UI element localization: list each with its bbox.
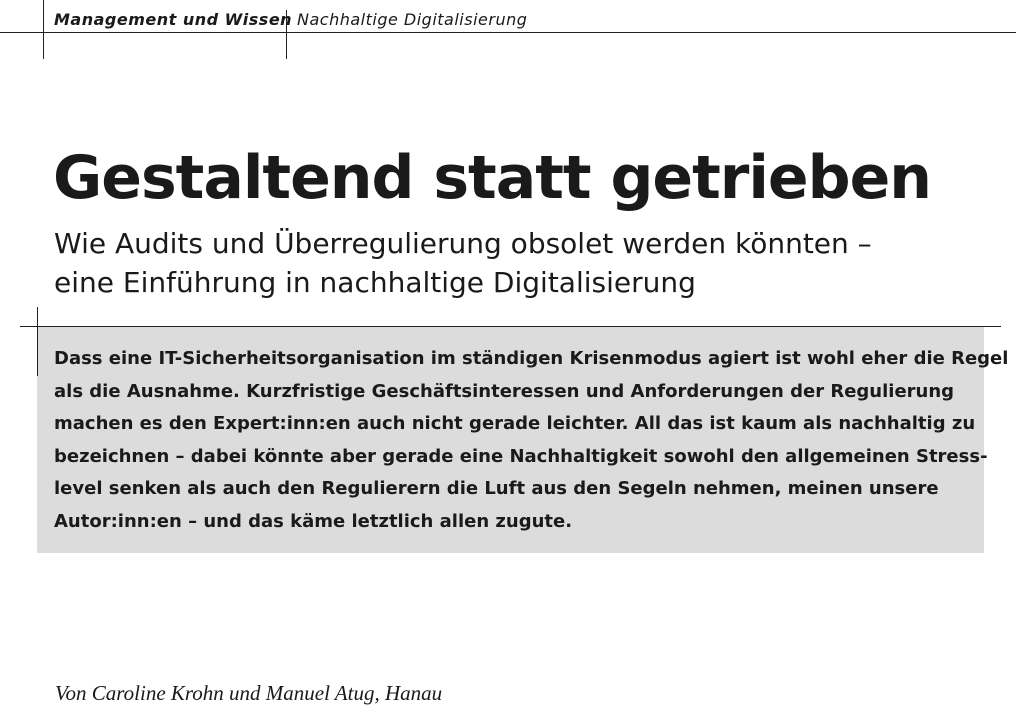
lead-line: Autor:inn:en – und das käme letztlich allen zugute. <box>54 510 573 532</box>
crop-mark-left <box>43 0 44 59</box>
article-title: Gestaltend statt getrieben <box>53 143 931 213</box>
subtitle-line: Wie Audits und Überregulierung obsolet werden könnten – <box>54 227 872 260</box>
header-section-label: Management und Wissen <box>54 10 293 29</box>
lead-line: Dass eine IT-Sicherheitsorganisation im ständigen Krisenmodus agiert ist wohl eher die Regel <box>54 348 1009 369</box>
lead-line: machen es den Expert:inn:en auch nicht gerade leichter. All das ist kaum als nachhaltig zu <box>54 413 976 435</box>
author-byline: Von Caroline Krohn und Manuel Atug, Hanau <box>55 681 443 705</box>
lead-line: bezeichnen – dabei könnte aber gerade eine Nachhaltigkeit sowohl den allgemeinen Stress- <box>54 445 988 467</box>
lead-line: level senken als auch den Regulierern die Luft aus den Segeln nehmen, meinen unsere <box>54 478 939 500</box>
header-topic-label: Nachhaltige Digitalisierung <box>297 10 528 29</box>
lead-paragraph <box>54 343 1009 539</box>
header-rule <box>0 32 1016 33</box>
subtitle-line: eine Einführung in nachhaltige Digitalisierung <box>54 266 696 299</box>
lead-line: als die Ausnahme. Kurzfristige Geschäftsinteressen und Anforderungen der Regulierung <box>54 380 955 402</box>
article-subtitle <box>54 224 994 302</box>
crop-mark-lead <box>37 307 38 376</box>
